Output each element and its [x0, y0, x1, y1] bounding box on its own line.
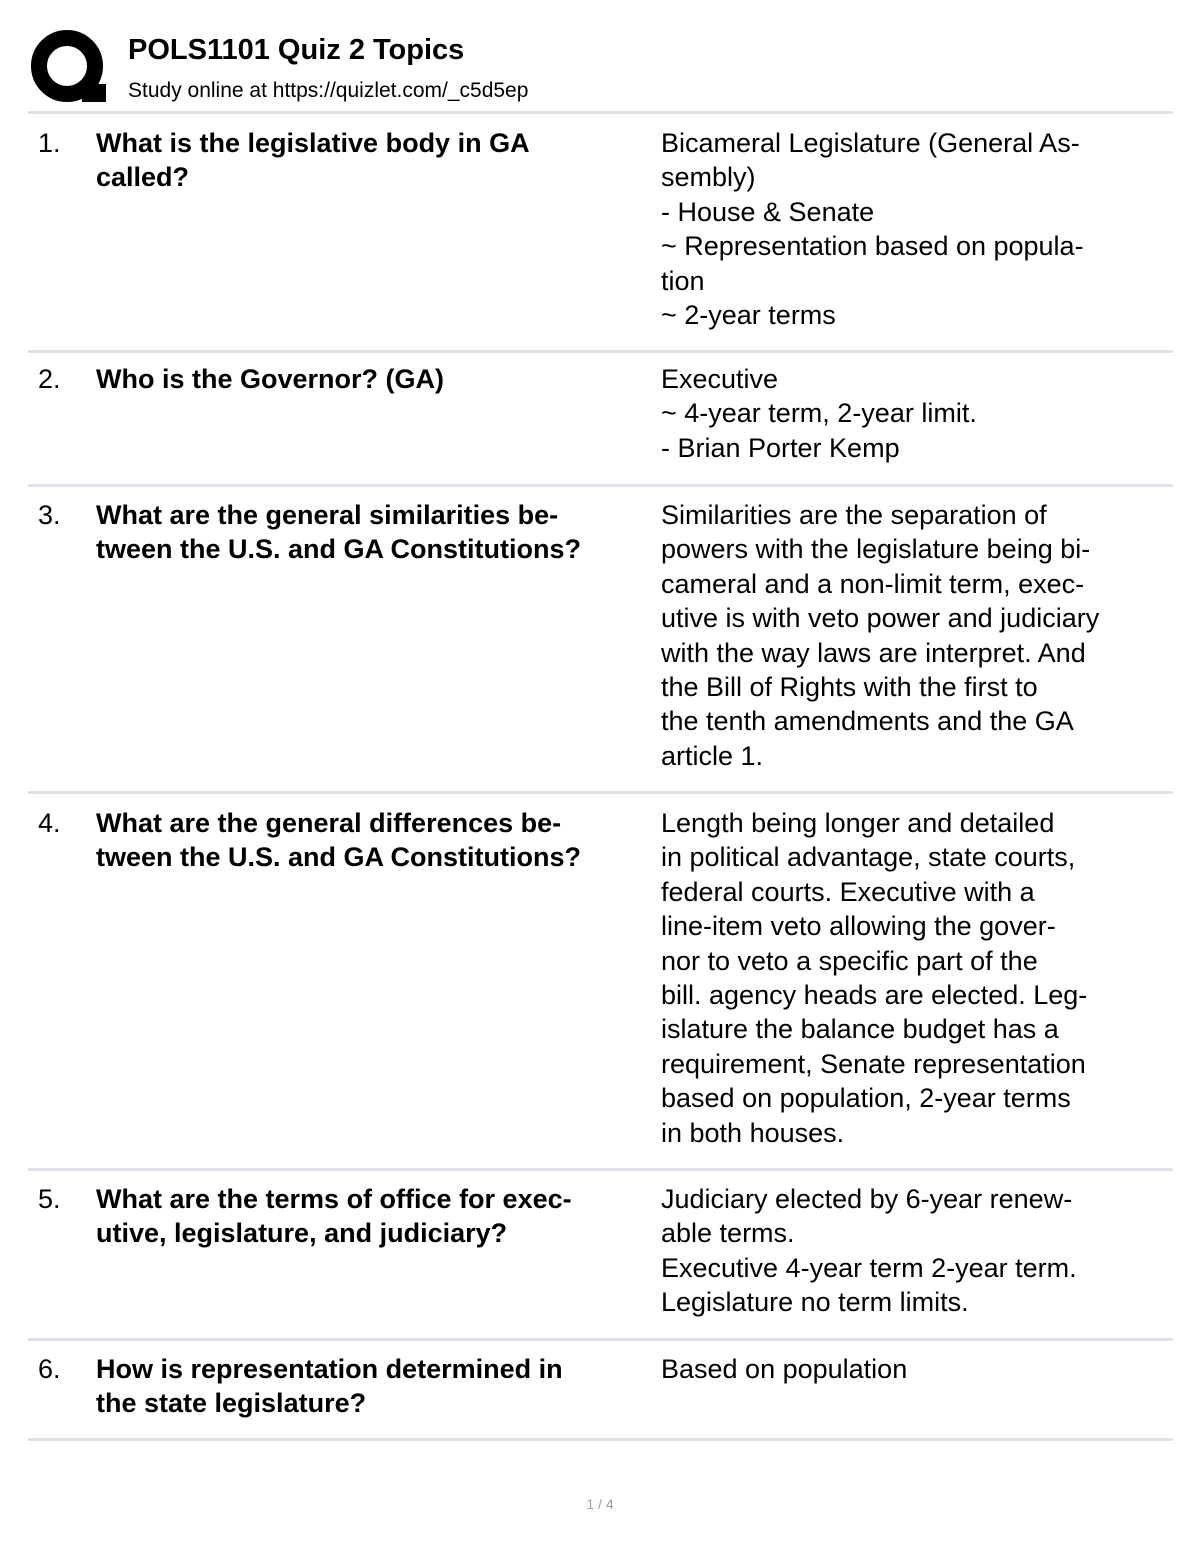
divider — [28, 1168, 1173, 1171]
card-number: 1. — [38, 128, 61, 158]
divider — [28, 350, 1173, 353]
card-question: What are the general similarities be- tween the U.S. and GA Constitutions? — [96, 500, 581, 565]
divider — [28, 484, 1173, 487]
page-title: POLS1101 Quiz 2 Topics — [128, 34, 465, 66]
card-answer: Length being longer and detailed in political advantage, state courts, federal courts. Executive with a line-item veto allowing the gover- nor to veto a specific part of the bill. agency heads are elected. Leg- islature the balance budget has a requirement, Senate representation based on population, 2-year terms in both houses. — [661, 808, 1088, 1148]
card-answer: Judiciary elected by 6-year renew- able terms. Executive 4-year term 2-year term. Legislature no term limits. — [661, 1184, 1077, 1318]
card-question: What is the legislative body in GA called? — [96, 128, 530, 193]
quizlet-logo-icon — [30, 28, 110, 108]
divider — [28, 1338, 1173, 1341]
card-number: 2. — [38, 364, 61, 394]
card-question: Who is the Governor? (GA) — [96, 364, 444, 394]
card-number: 6. — [38, 1354, 61, 1384]
divider — [28, 111, 1173, 114]
card-question: How is representation determined in the state legislature? — [96, 1354, 563, 1419]
page-number: 1 / 4 — [586, 1496, 614, 1512]
card-answer: Executive ~ 4-year term, 2-year limit. - Brian Porter Kemp — [661, 364, 977, 463]
divider — [28, 791, 1173, 794]
card-answer: Bicameral Legislature (General As- sembly) - House & Senate ~ Representation based on popula- tion ~ 2-year terms — [661, 128, 1084, 331]
card-number: 4. — [38, 808, 61, 838]
card-number: 5. — [38, 1184, 61, 1214]
divider — [28, 1438, 1173, 1441]
page-header — [30, 28, 1172, 108]
card-question: What are the general differences be- tween the U.S. and GA Constitutions? — [96, 808, 581, 873]
card-number: 3. — [38, 500, 61, 530]
card-question: What are the terms of office for exec- utive, legislature, and judiciary? — [96, 1184, 572, 1249]
card-answer: Based on population — [661, 1354, 908, 1384]
card-answer: Similarities are the separation of powers with the legislature being bi- cameral and a non-limit term, exec- utive is with veto power and judiciary with the way laws are interpret. And the Bill of Rights with the first to the tenth amendments and the GA article 1. — [661, 500, 1100, 771]
study-link[interactable]: Study online at https://quizlet.com/_c5d5ep — [128, 79, 529, 102]
